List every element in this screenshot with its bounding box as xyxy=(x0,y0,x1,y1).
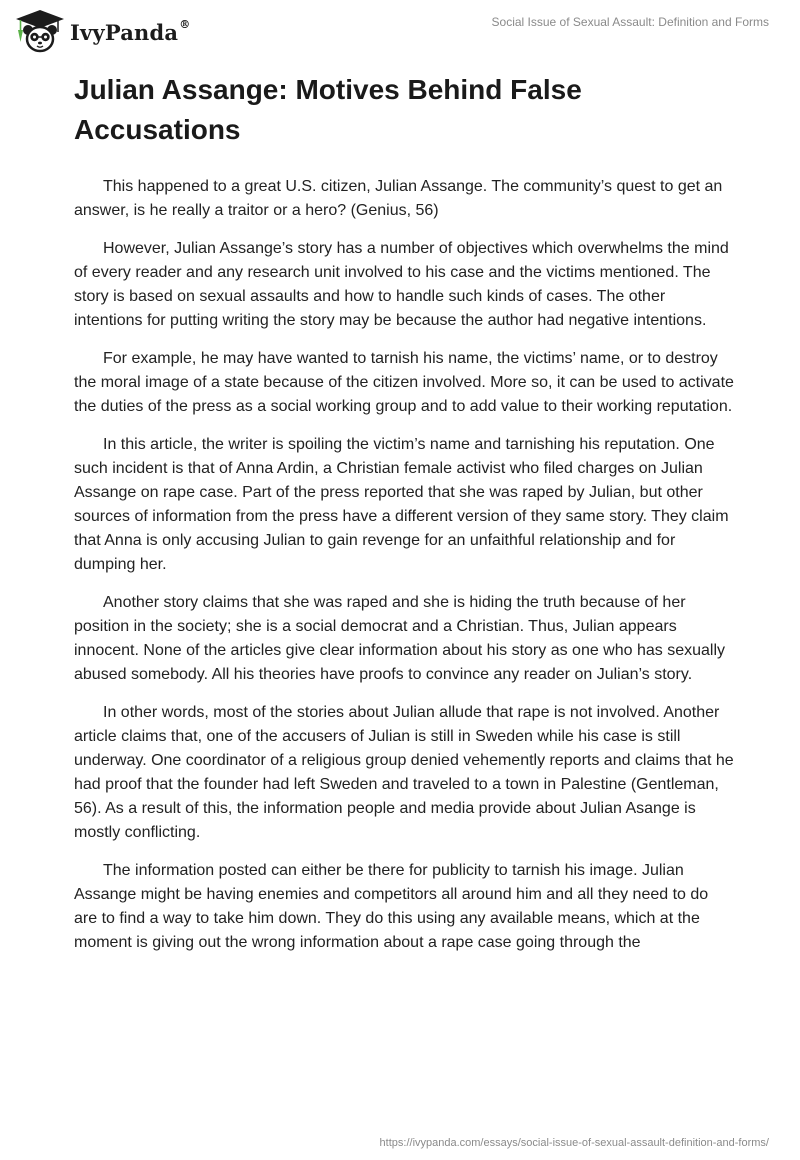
article-body xyxy=(74,175,734,955)
document-title: Social Issue of Sexual Assault: Definition and Forms xyxy=(491,15,769,29)
paragraph: The information posted can either be there for publicity to tarnish his image. Julian Assange might be having enemies and competitors all around him and all they need to do are to find a way to take him down. They do this using any available means, which at the moment is giving out the wrong information about a rape case going through the xyxy=(74,862,709,951)
paragraph: However, Julian Assange’s story has a number of objectives which overwhelms the mind of every reader and any research unit involved to his case and the victims mentioned. The story is based on sexual assaults and how to handle such kinds of cases. The other intentions for putting writing the story may be because the author had negative intentions. xyxy=(74,240,729,329)
panda-graduate-icon xyxy=(14,8,66,56)
logo-text: IvyPanda xyxy=(70,19,179,45)
source-url[interactable]: https://ivypanda.com/essays/social-issue-of-sexual-assault-definition-and-forms/ xyxy=(379,1137,769,1149)
article xyxy=(74,70,734,969)
article-heading: Julian Assange: Motives Behind False Accusations xyxy=(74,74,582,145)
paragraph: For example, he may have wanted to tarnish his name, the victims’ name, or to destroy the moral image of a state because of the citizen involved. More so, it can be used to activate the duties of the press as a social working group and to add value to their working reputation. xyxy=(74,350,734,415)
paragraph: In this article, the writer is spoiling the victim’s name and tarnishing his reputation. One such incident is that of Anna Ardin, a Christian female activist who filed charges on Julian Assange on rape case. Part of the press reported that she was raped by Julian, but other sources of information from the press have a different version of they same story. They claim that Anna is only accusing Julian to gain revenge for an unfaithful relationship and for dumping her. xyxy=(74,436,729,573)
registered-mark: ® xyxy=(179,17,191,31)
paragraph: Another story claims that she was raped and she is hiding the truth because of her position in the society; she is a social democrat and a Christian. Thus, Julian appears innocent. None of the articles give clear information about his story as one who has sexually abused somebody. All his theories have proofs to convince any reader on Julian’s story. xyxy=(74,594,726,683)
paragraph: In other words, most of the stories about Julian allude that rape is not involved. Another article claims that, one of the accusers of Julian is still in Sweden while his case is still underway. One coordinator of a religious group denied vehemently reports and claims that he had proof that the founder had left Sweden and traveled to a town in Palestine (Gentleman, 56). As a result of this, the information people and media provide about Julian Asange is mostly conflicting. xyxy=(74,704,734,841)
ivypanda-logo[interactable] xyxy=(14,8,190,56)
paragraph: This happened to a great U.S. citizen, Julian Assange. The community’s quest to get an answer, is he really a traitor or a hero? (Genius, 56) xyxy=(74,178,723,219)
page-header xyxy=(0,0,800,60)
logo-wordmark xyxy=(70,17,191,45)
